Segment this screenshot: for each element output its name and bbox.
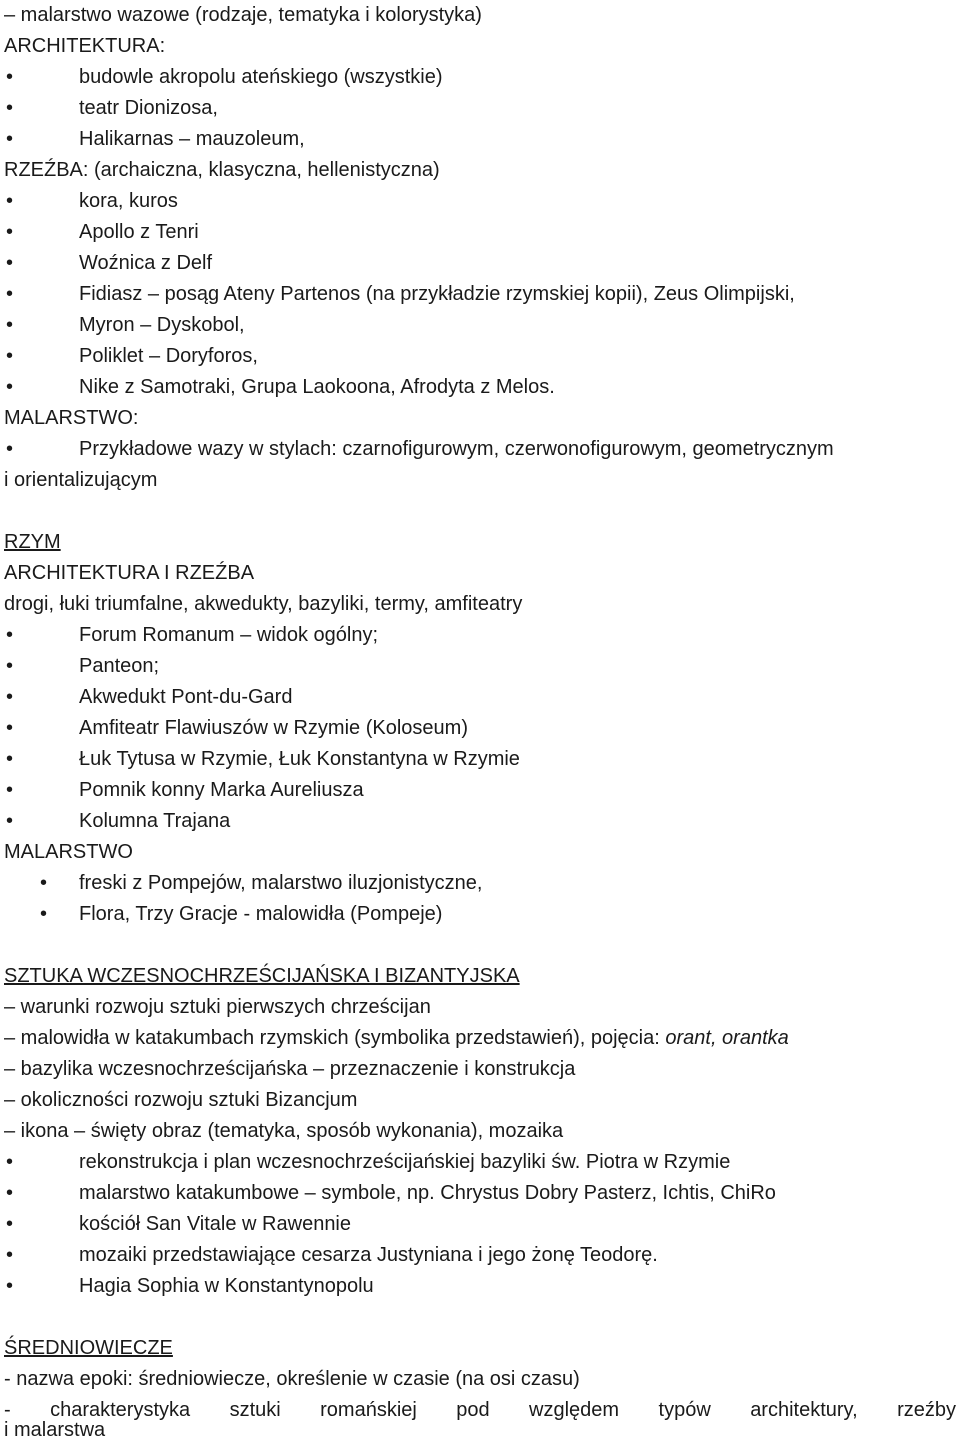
list-item: • mozaiki przedstawiające cesarza Justyniana i jego żonę Teodorę.: [4, 1240, 956, 1271]
list-item: • Panteon;: [4, 651, 956, 682]
list-item: • teatr Dionizosa,: [4, 93, 956, 124]
list-item: • Woźnica z Delf: [4, 248, 956, 279]
text-line: – bazylika wczesnochrześcijańska – przeznaczenie i konstrukcja: [4, 1058, 576, 1080]
text-line: – okoliczności rozwoju sztuki Bizancjum: [4, 1089, 358, 1111]
list-item: • Kolumna Trajana: [4, 806, 956, 837]
text-segment: – malowidła w katakumbach rzymskich (symbolika przedstawień), pojęcia:: [4, 1027, 666, 1049]
list-item: • kora, kuros: [4, 186, 956, 217]
list-item: • Apollo z Tenri: [4, 217, 956, 248]
list-item: • Akwedukt Pont-du-Gard: [4, 682, 956, 713]
word: względem: [529, 1399, 620, 1421]
text-line: – malarstwo wazowe (rodzaje, tematyka i kolorystyka): [4, 4, 482, 26]
list-item: • Nike z Samotraki, Grupa Laokoona, Afrodyta z Melos.: [4, 372, 956, 403]
italic-terms: orant, orantka: [665, 1027, 789, 1049]
chapter-heading-middle-ages: ŚREDNIOWIECZE: [4, 1337, 173, 1359]
chapter-heading-early-christian: SZTUKA WCZESNOCHRZEŚCIJAŃSKA I BIZANTYJSKA: [4, 965, 520, 987]
section-heading: MALARSTWO: [4, 841, 133, 863]
section-heading: ARCHITEKTURA I RZEŹBA: [4, 562, 255, 584]
word: sztuki: [229, 1399, 281, 1421]
word: architektury,: [750, 1399, 858, 1421]
list-item: • budowle akropolu ateńskiego (wszystkie): [4, 62, 956, 93]
word: romańskiej: [320, 1399, 417, 1421]
text-line: – ikona – święty obraz (tematyka, sposób wykonania), mozaika: [4, 1120, 564, 1142]
text-line: i malarstwa: [4, 1419, 106, 1441]
text-line: [4, 1023, 956, 1054]
word: pod: [456, 1399, 490, 1421]
word: typów: [658, 1399, 711, 1421]
list-item: • Myron – Dyskobol,: [4, 310, 956, 341]
list-item: • Amfiteatr Flawiuszów w Rzymie (Koloseum): [4, 713, 956, 744]
text-line: - nazwa epoki: średniowiecze, określenie w czasie (na osi czasu): [4, 1368, 580, 1390]
list-item: • freski z Pompejów, malarstwo iluzjonistyczne,: [4, 868, 956, 899]
list-item: • Forum Romanum – widok ogólny;: [4, 620, 956, 651]
list-item: • Łuk Tytusa w Rzymie, Łuk Konstantyna w Rzymie: [4, 744, 956, 775]
list-item: • malarstwo katakumbowe – symbole, np. Chrystus Dobry Pasterz, Ichtis, ChiRo: [4, 1178, 956, 1209]
section-heading: MALARSTWO:: [4, 407, 139, 429]
section-heading: RZEŹBA: (archaiczna, klasyczna, hellenistyczna): [4, 159, 440, 181]
list-item: • Hagia Sophia w Konstantynopolu: [4, 1271, 956, 1302]
word: rzeźby: [897, 1399, 956, 1421]
list-item: • Przykładowe wazy w stylach: czarnofigurowym, czerwonofigurowym, geometrycznym: [4, 434, 956, 465]
list-item: • rekonstrukcja i plan wczesnochrześcijańskiej bazyliki św. Piotra w Rzymie: [4, 1147, 956, 1178]
text-line: drogi, łuki triumfalne, akwedukty, bazyliki, termy, amfiteatry: [4, 593, 523, 615]
word: -: [4, 1399, 11, 1421]
list-item: • Poliklet – Doryforos,: [4, 341, 956, 372]
section-heading: ARCHITEKTURA:: [4, 35, 166, 57]
text-line: i orientalizującym: [4, 469, 158, 491]
list-item: • Halikarnas – mauzoleum,: [4, 124, 956, 155]
chapter-heading-rome: RZYM: [4, 531, 61, 553]
list-item: • Flora, Trzy Gracje - malowidła (Pompeje): [4, 899, 956, 930]
list-item: • Fidiasz – posąg Ateny Partenos (na przykładzie rzymskiej kopii), Zeus Olimpijski,: [4, 279, 956, 310]
text-line: – warunki rozwoju sztuki pierwszych chrześcijan: [4, 996, 431, 1018]
list-item: • kościół San Vitale w Rawennie: [4, 1209, 956, 1240]
word: charakterystyka: [50, 1399, 191, 1421]
list-item: • Pomnik konny Marka Aureliusza: [4, 775, 956, 806]
